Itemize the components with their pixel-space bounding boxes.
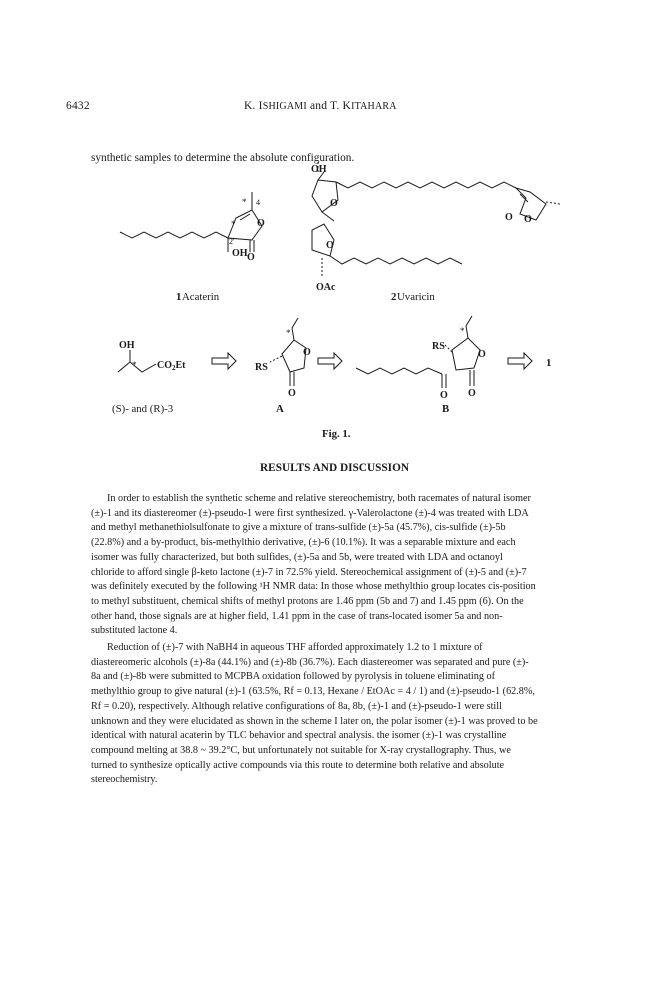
paragraph-2 <box>91 641 607 788</box>
text-line: Reduction of (±)-7 with NaBH4 in aqueous THF afforded approximately 1.2 to 1 mixture of <box>107 642 483 653</box>
compoundA-ketone-o: O <box>288 388 296 399</box>
uvaricin-lactone-o: O <box>524 214 532 225</box>
text-line: other hand, those signals are at higher field, 1.41 ppm in the case of trans-located isomer 5a and non- <box>91 610 503 622</box>
arrow-2 <box>318 353 342 369</box>
compoundA-rs: RS <box>255 362 268 373</box>
uvaricin-lactone-co: O <box>505 212 513 223</box>
text-line: and methyl methanethiolsulfonate to give a mixture of trans-sulfide (±)-5a (45.7%), cis-sulfide (±)-5b <box>91 522 506 534</box>
text-line: identical with natural acaterin by TLC behavior and spectral analysis. the isomer (±)-1 was crystalline <box>91 730 507 742</box>
compoundB-ring-o: O <box>478 349 486 360</box>
text-line: was definitely executed by the following ¹H NMR data: In those whose methylthio group locates cis-position <box>91 581 536 593</box>
acaterin-chain <box>120 232 228 238</box>
text-line: turned to synthesize optically active compounds via this route to determine both relative and absolute <box>91 759 505 771</box>
text-line: stereochemistry. <box>91 774 158 786</box>
text-line: 8a and (±)-8b were submitted to MCPBA oxidation followed by pyrolysis in toluene eliminating of <box>91 671 495 683</box>
acaterin-ketone-o: O <box>247 252 255 263</box>
uvaricin-oac: OAc <box>316 282 336 293</box>
acaterin-oh: OH <box>232 248 248 259</box>
text-line: unknown and they were elucidated as shown in the scheme I later on, the polar isomer (±)-1 was proved to be <box>91 715 538 727</box>
acaterin-stereo-star: * <box>242 197 247 207</box>
compound3-oh: OH <box>119 340 135 351</box>
uvaricin-chain-upper <box>336 182 516 188</box>
text-line: Rf = 0.20), respectively. Although relative configurations of 8a, 8b, (±)-1 and (±)-pseudo-1 were still <box>91 700 502 712</box>
figure-1 <box>0 160 672 432</box>
compoundB-rs: RS <box>432 341 445 352</box>
arrow-1 <box>212 353 236 369</box>
label-compound-A: A <box>276 403 284 415</box>
acaterin-position-2p: 2' <box>229 237 235 246</box>
running-head <box>244 100 397 112</box>
section-title: RESULTS AND DISCUSSION <box>260 462 410 474</box>
compoundB-ketone-o-1: O <box>440 390 448 401</box>
compoundB-chain <box>356 368 442 374</box>
acaterin-position-4: 4 <box>256 198 260 207</box>
paragraph-1 <box>91 492 607 639</box>
text-line: methylthio group to give natural (±)-1 (63.5%, Rf = 0.13, Hexane / EtOAc = 4 / 1) and (±)-pseudo-1 (62.8%, <box>91 686 535 698</box>
compound3-star: * <box>132 360 137 370</box>
acaterin-ring-o: O <box>257 218 265 229</box>
compoundB-star: * <box>460 326 465 336</box>
compoundB-ketone-o-2: O <box>468 388 476 399</box>
figure-caption: Fig. 1. <box>322 428 351 440</box>
arrow-3 <box>508 353 532 369</box>
running-head-part: and T. K <box>306 100 352 112</box>
label-acaterin-number: 1 <box>176 291 182 303</box>
uvaricin-thf-o-lower: O <box>326 240 334 251</box>
lead-sentence: synthetic samples to determine the absolute configuration. <box>91 152 355 164</box>
text-line: substituted lactone 4. <box>91 625 178 637</box>
label-acaterin-name: Acaterin <box>182 291 220 303</box>
text-line: (±)-1 and its diastereomer (±)-pseudo-1 were first synthesized. γ-Valerolactone (±)-4 was treated with LDA <box>91 507 529 519</box>
uvaricin-oh: OH <box>311 164 327 175</box>
label-compound-B: B <box>442 403 450 415</box>
text-line: diastereomeric alcohols (±)-8a (44.1%) and (±)-8b (36.7%). Each diastereomer was separated and pure (±)- <box>91 656 529 668</box>
acaterin-stereo-star-2: * <box>231 219 236 229</box>
label-uvaricin-number: 2 <box>391 291 397 303</box>
label-uvaricin-name: Uvaricin <box>397 291 435 303</box>
text-line: compound melting at 38.8 ~ 39.2°C, but unfortunately not suitable for X-ray crystallography. Thus, we <box>91 744 511 756</box>
page-number: 6432 <box>66 100 90 112</box>
text-line: to methyl substituent, chemical shifts of methyl protons are 1.46 ppm (5b and 7) and 1.45 ppm (6). On the <box>91 595 524 607</box>
compoundA-star: * <box>286 328 291 338</box>
scheme-target-1: 1 <box>546 357 552 369</box>
running-head-part: K. I <box>244 100 263 112</box>
compound3-skeleton <box>118 362 156 372</box>
uvaricin-chain-lower <box>330 256 462 264</box>
text-line: (22.8%) and a by-product, bis-methylthio derivative, (±)-6 (10.1%). It was a separable mixture and each <box>91 537 516 549</box>
running-head-part: ITAHARA <box>351 101 397 112</box>
compound3-ester: $CO_2Et$ <box>157 360 186 372</box>
label-compound-3: (S)- and (R)-3 <box>112 403 174 415</box>
compoundA-ring-o: O <box>303 347 311 358</box>
text-line: In order to establish the synthetic scheme and relative stereochemistry, both racemates of natural isomer <box>107 493 531 504</box>
text-line: isomer was fully characterized, but both sulfides, (±)-5a and 5b, were treated with LDA and octanoyl <box>91 551 503 563</box>
running-head-part: SHIGAMI <box>262 101 307 112</box>
text-line: chloride to afford single β-keto lactone (±)-7 in 72.5% yield. Stereochemical assignment of (±)-5 and (±)-7 <box>91 566 527 578</box>
compoundB-ring <box>452 338 480 370</box>
uvaricin-thf-o-upper: O <box>330 198 338 209</box>
